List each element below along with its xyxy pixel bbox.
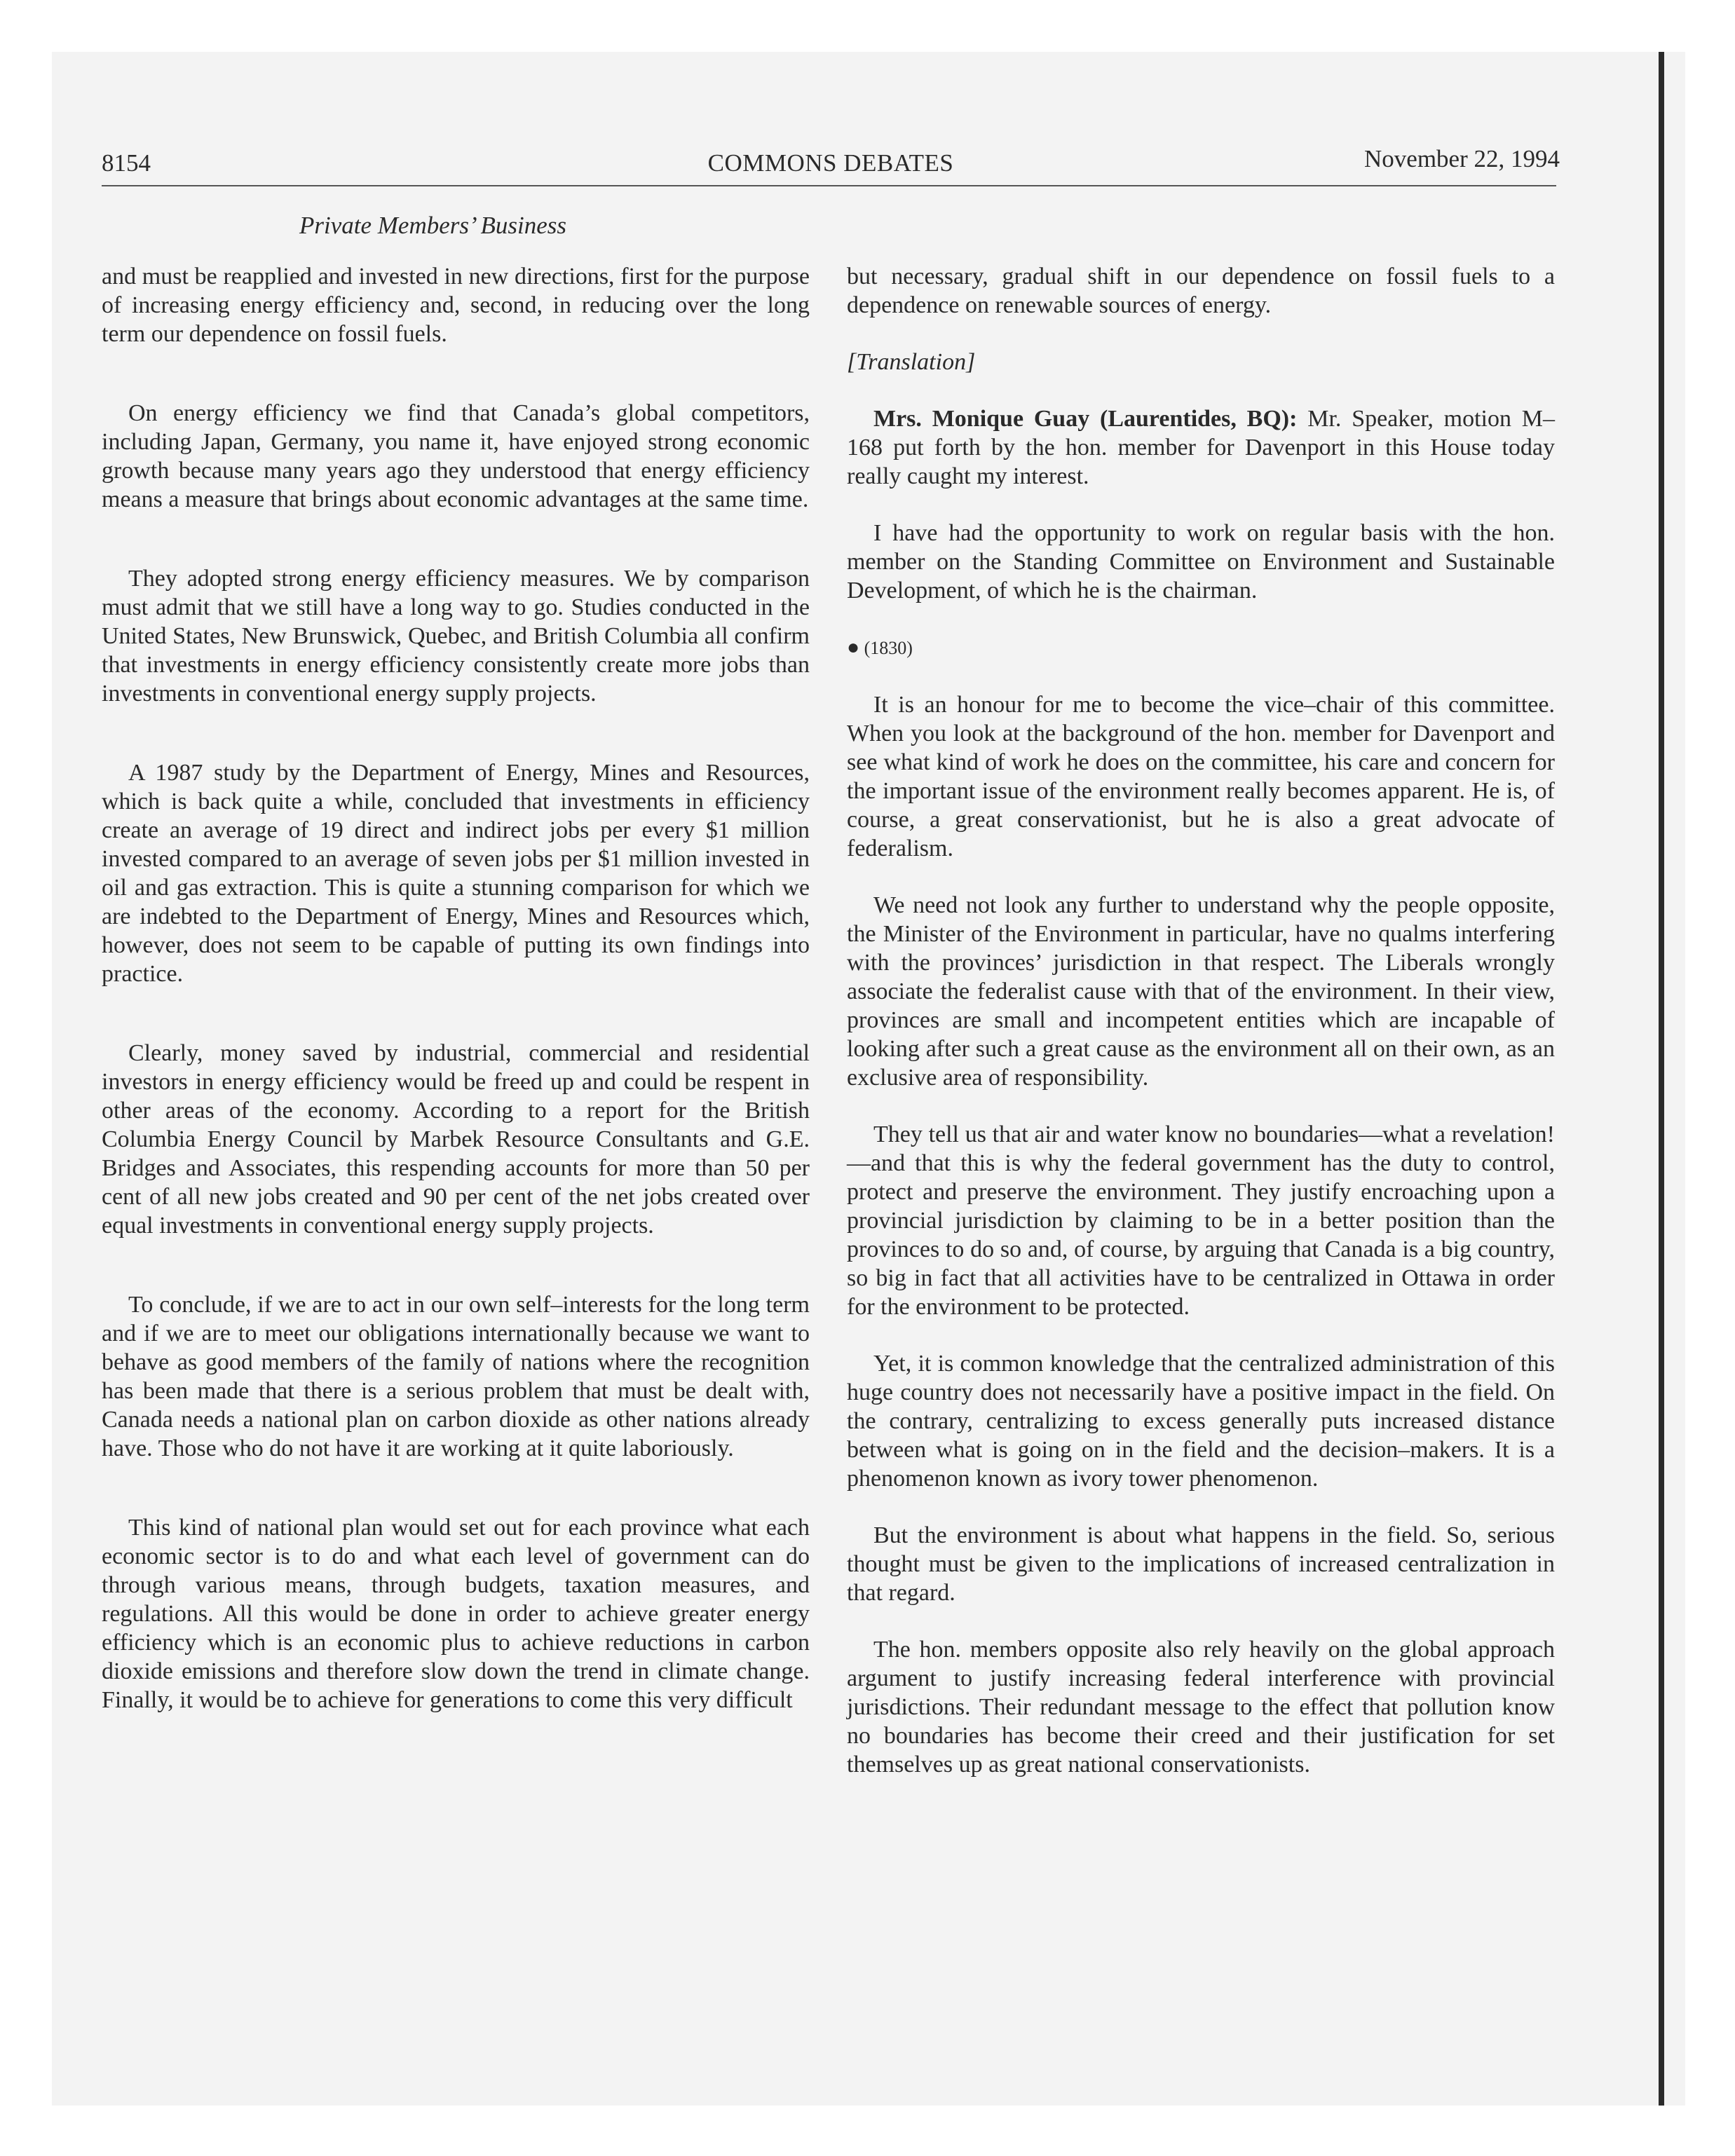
speech-opening — [847, 404, 1555, 491]
page-header — [102, 142, 1560, 185]
right-column — [847, 262, 1555, 1807]
paragraph: They adopted strong energy efficiency measures. We by comparison must admit that we still have a long way to go. Studies conducted in the United States, New Brunswick, Quebec, and British Columbia all confirm that investments in energy efficiency consistently create more jobs than investments in conventional energy supply projects. — [102, 566, 810, 707]
speaker-name: Mrs. Monique Guay (Laurentides, BQ): — [873, 406, 1298, 432]
paragraph: They tell us that air and water know no boundaries—what a revelation!—and that this is why the federal government has the duty to control, protect and preserve the environment. They justify encroaching upon a provincial jurisdiction by claiming to be in a better position than the provinces to do so and, of course, by arguing that Canada is a big country, so big in fact that all activities have to be centralized in Ottawa in order for the environment to be protected. — [847, 1121, 1555, 1320]
page-number: 8154 — [102, 149, 151, 177]
paragraph: Clearly, money saved by industrial, commercial and residential investors in energy efficiency would be freed up and could be respent in other areas of the economy. According to a report for the British Columbia Energy Council by Marbek Resource Consultants and G.E. Bridges and Associates, this respending accounts for more than 50 per cent of all new jobs created and 90 per cent of the net jobs created over equal investments in conventional energy supply projects. — [102, 1040, 810, 1239]
paragraph: But the environment is about what happens in the field. So, serious thought must be given to the implications of increased centralization in that regard. — [847, 1522, 1555, 1606]
paragraph: We need not look any further to understand why the people opposite, the Minister of the Environment in particular, have no qualms interfering with the provinces’ jurisdiction in that respect. The Liberals wrongly associate the federalist cause with that of the environment. In their view, provinces are small and incompetent entities which are incapable of looking after such a great cause as the environment all on their own, as an exclusive area of responsibility. — [847, 892, 1555, 1091]
section-title: Private Members’ Business — [299, 212, 567, 239]
paragraph: It is an honour for me to become the vice–chair of this committee. When you look at the background of the hon. member for Davenport and see what kind of work he does on the committee, his care and concern for the important issue of the environment really becomes apparent. He is, of course, a great conservationist, but he is also a great advocate of federalism. — [847, 692, 1555, 861]
publication-title: COMMONS DEBATES — [707, 149, 954, 177]
paragraph: A 1987 study by the Department of Energy, Mines and Resources, which is back quite a while, concluded that investments in efficiency create an average of 19 direct and indirect jobs per every $1 million invested compared to an average of seven jobs per $1 million invested in oil and gas extraction. This is quite a stunning comparison for which we are indebted to the Department of Energy, Mines and Resources which, however, does not seem to be capable of putting its own findings into practice. — [102, 760, 810, 987]
time-stamp: (1830) — [864, 638, 913, 658]
translation-label: [Translation] — [847, 349, 976, 375]
page-edge-shadow — [1659, 52, 1664, 2106]
paragraph: Yet, it is common knowledge that the centralized administration of this huge country does not necessarily have a positive impact in the field. On the contrary, centralizing to excess generally puts increased distance between what is going on in the field and the decision–makers. It is a phenomenon known as ivory tower phenomenon. — [847, 1351, 1555, 1492]
debate-date: November 22, 1994 — [1364, 145, 1560, 172]
time-marker — [847, 633, 1555, 662]
left-column — [102, 262, 810, 1765]
bullet-icon: ● — [847, 636, 860, 659]
paragraph: On energy efficiency we find that Canada’s global competitors, including Japan, Germany, you name it, have enjoyed strong economic growth because many years ago they understood that energy efficiency means a measure that brings about economic advantages at the same time. — [102, 400, 810, 512]
paragraph: To conclude, if we are to act in our own self–interests for the long term and if we are to meet our obligations internationally because we want to behave as good members of the family of nations where the recognition has been made that there is a serious problem that must be dealt with, Canada needs a national plan on carbon dioxide as other nations already have. Those who do not have it are working at it quite laboriously. — [102, 1292, 810, 1461]
paragraph: I have had the opportunity to work on regular basis with the hon. member on the Standing Committee on Environment and Sustainable Development, of which he is the chairman. — [847, 520, 1555, 603]
speech-text: Mr. Speaker, motion M–168 put forth by the hon. member for Davenport in this House today really caught my interest. — [847, 406, 1556, 489]
header-rule — [102, 185, 1556, 186]
paragraph: This kind of national plan would set out for each province what each economic sector is to do and what each level of government can do through various means, through budgets, taxation measures, and regulations. All this would be done in order to achieve greater energy efficiency which is an economic plus to achieve reductions in carbon dioxide emissions and therefore slow down the trend in climate change. Finally, it would be to achieve for generations to come this very difficult — [102, 1515, 810, 1713]
paragraph: but necessary, gradual shift in our dependence on fossil fuels to a dependence on renewable sources of energy. — [847, 264, 1555, 318]
paragraph: The hon. members opposite also rely heavily on the global approach argument to justify increasing federal interference with provincial jurisdictions. Their redundant message to the effect that pollution know no boundaries has become their creed and their justification for set themselves up as great national conservationists. — [847, 1637, 1555, 1778]
paragraph: and must be reapplied and invested in new directions, first for the purpose of increasing energy efficiency and, second, in reducing over the long term our dependence on fossil fuels. — [102, 264, 810, 347]
